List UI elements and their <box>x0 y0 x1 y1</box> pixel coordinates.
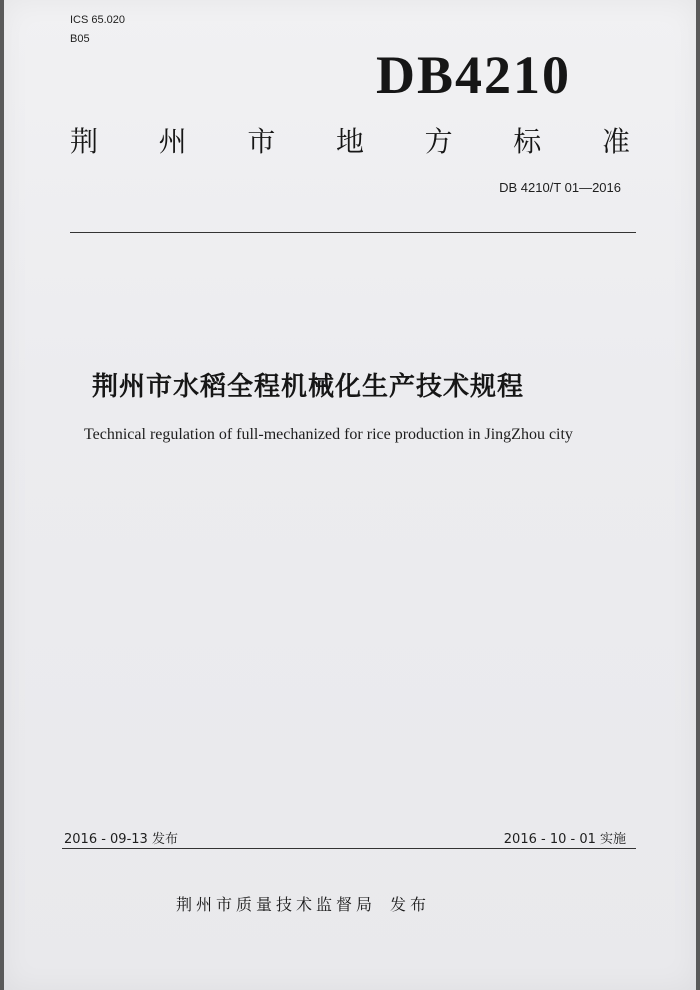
issuer-suffix: 发布 <box>390 895 431 914</box>
title-chinese: 荆州市水稻全程机械化生产技术规程 <box>92 372 525 402</box>
header-divider <box>70 232 636 233</box>
standard-type-char: 市 <box>247 125 276 158</box>
standard-type-char: 标 <box>513 125 542 158</box>
document-page <box>4 0 696 990</box>
standard-type-char: 方 <box>424 125 453 158</box>
standard-type-char: 地 <box>335 125 364 158</box>
standard-type-char: 州 <box>158 125 187 158</box>
footer-divider <box>62 848 636 849</box>
title-english: Technical regulation of full-mechanized for rice production in JingZhou city <box>84 426 573 443</box>
ics-code: ICS 65.020 <box>70 14 126 26</box>
standard-type <box>70 120 630 160</box>
classification-code: B05 <box>70 33 90 45</box>
issuer-line <box>176 892 430 915</box>
issue-date: 2016 - 09-13 发布 <box>64 832 178 847</box>
implementation-date: 2016 - 10 - 01 实施 <box>503 832 626 847</box>
standard-number: DB 4210/T 01—2016 <box>499 180 621 195</box>
issuer-name: 荆州市质量技术监督局 <box>176 895 377 914</box>
standard-type-char: 荆 <box>70 125 99 158</box>
standard-type-char: 准 <box>601 125 630 158</box>
db-code: DB4210 <box>376 45 572 105</box>
